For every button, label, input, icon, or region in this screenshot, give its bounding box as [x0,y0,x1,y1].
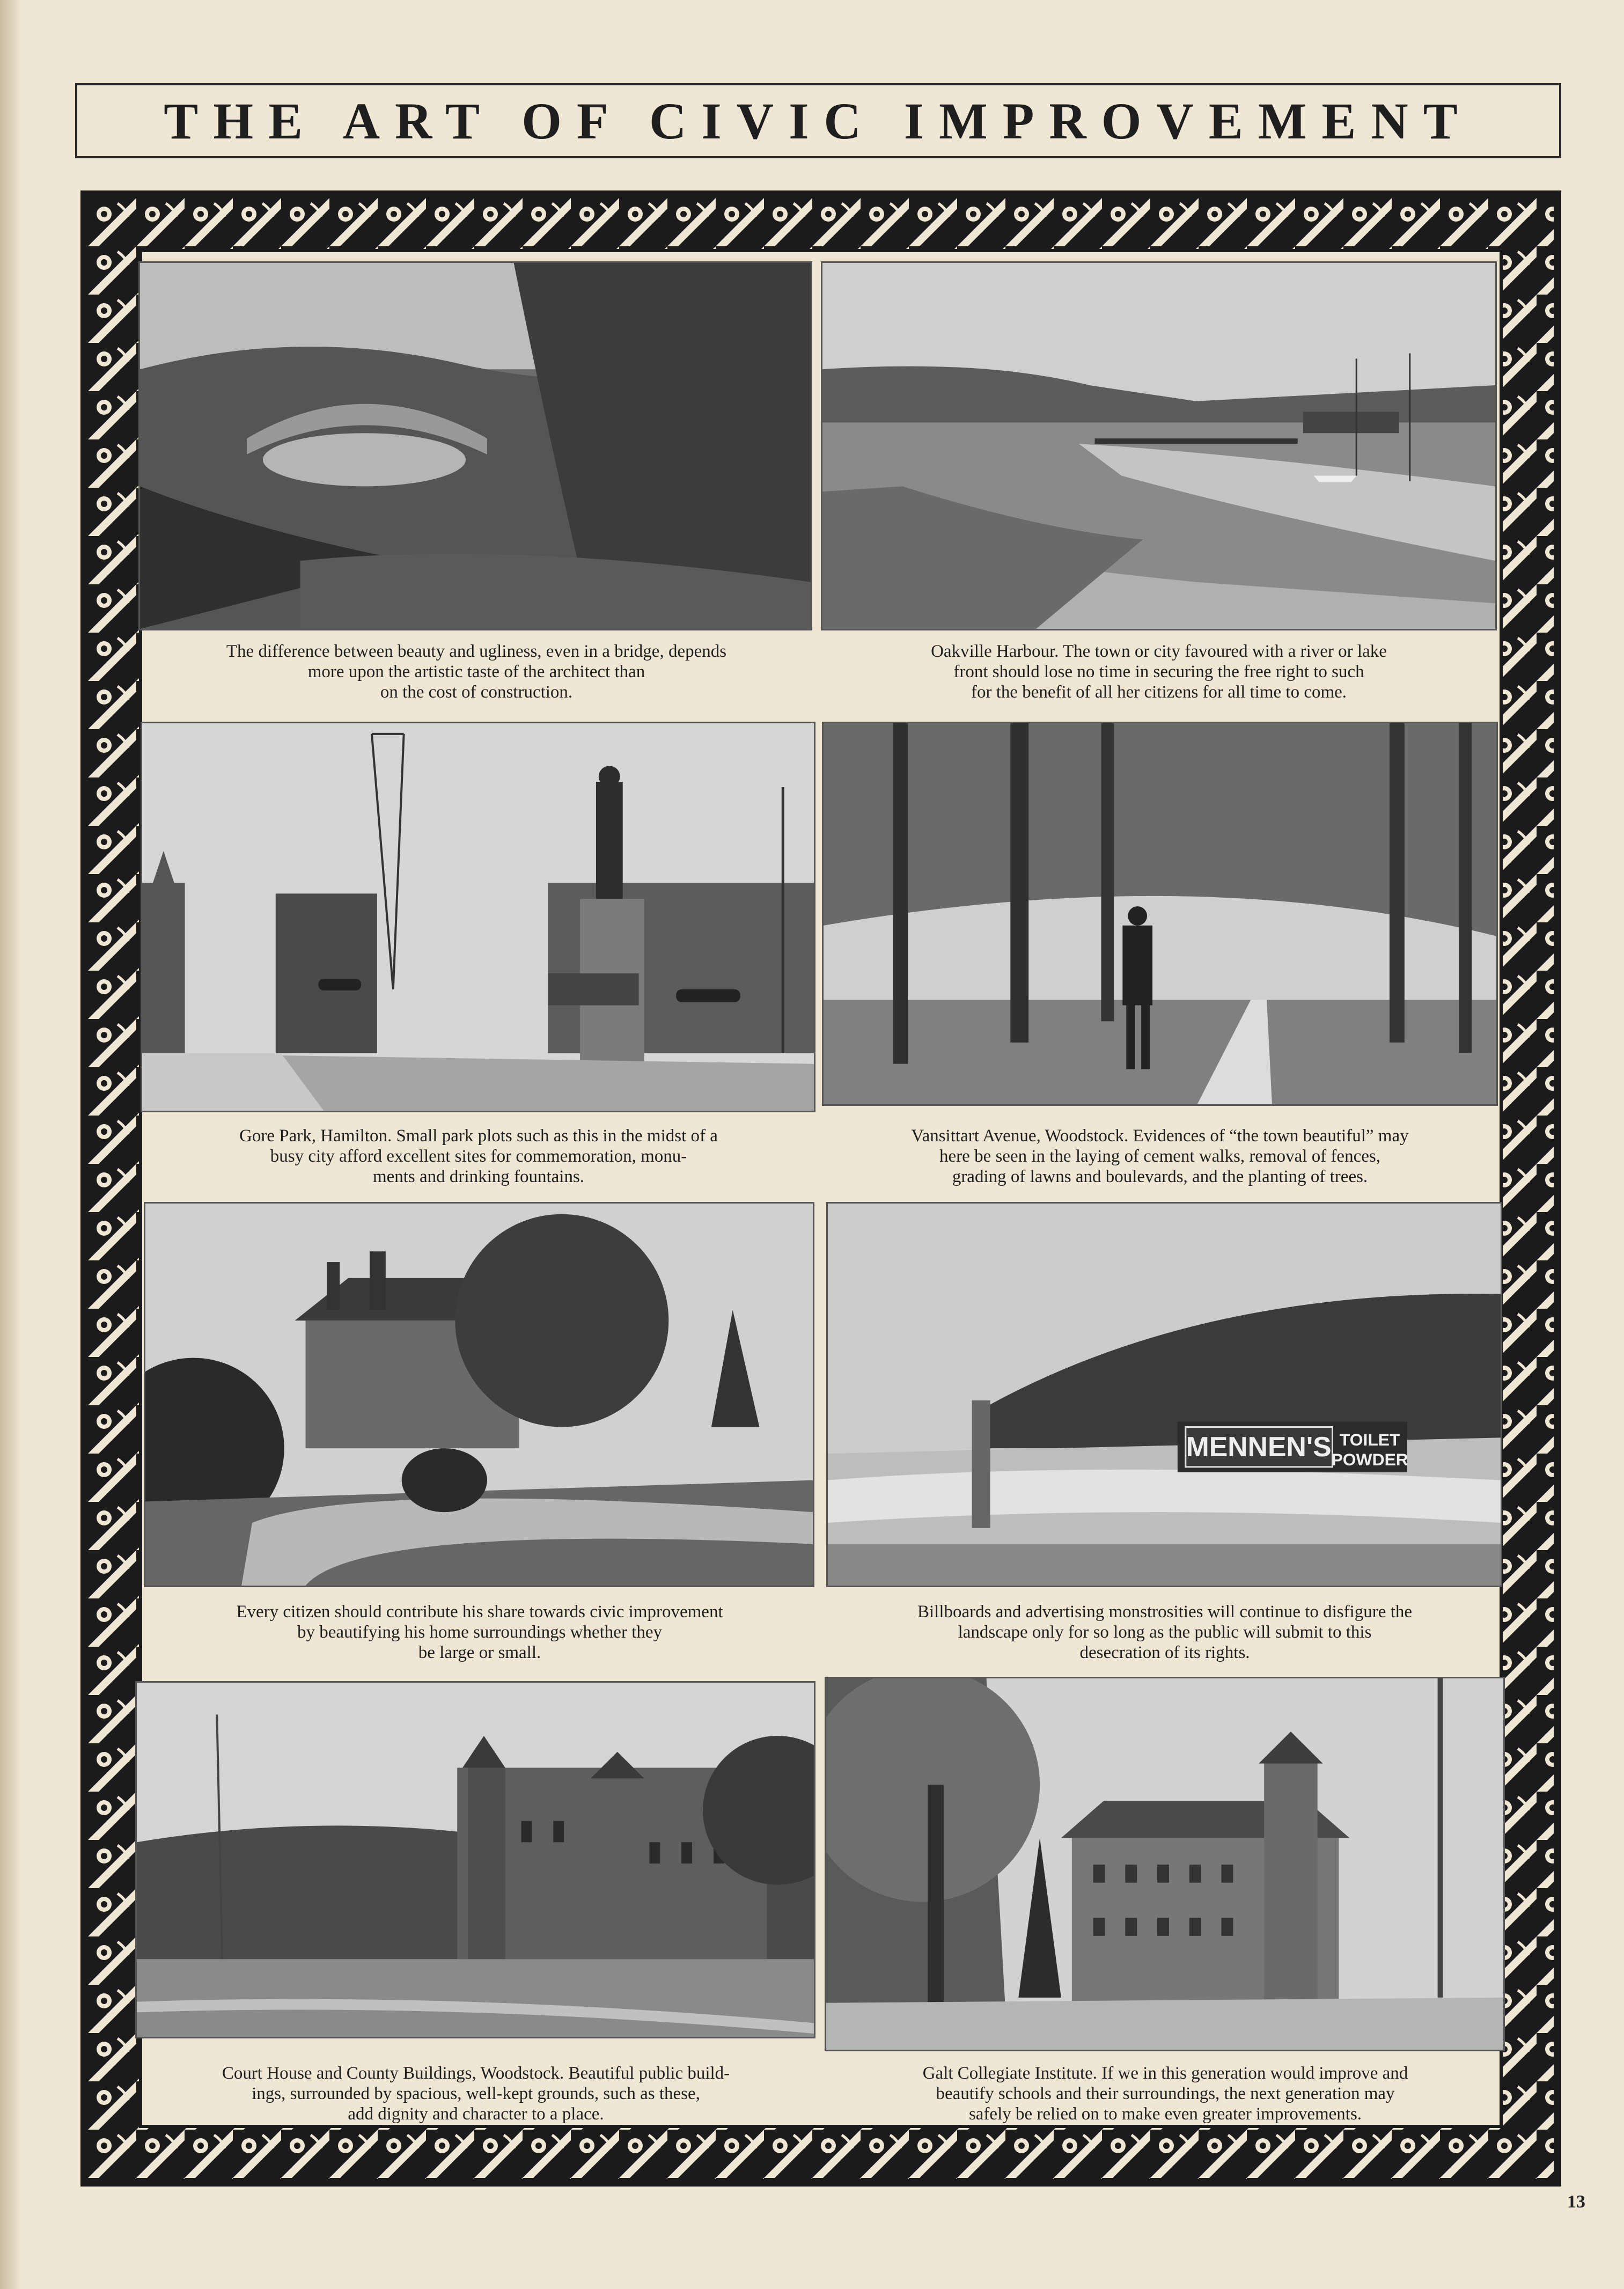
caption-stone-bridge [138,641,814,702]
billboard-word-top: TOILET [1339,1430,1400,1450]
caption-line: front should lose no time in securing the free right to such [953,662,1364,681]
stone-bridge-photo [138,261,812,630]
caption-line: Galt Collegiate Institute. If we in this generation would improve and [922,2064,1408,2083]
billboard-word-bottom: POWDER [1331,1449,1408,1469]
caption-line: Vansittart Avenue, Woodstock. Evidences of “the town beautiful” may [911,1126,1409,1146]
caption-line: here be seen in the laying of cement walks, removal of fences, [939,1147,1380,1166]
caption-line: busy city afford excellent sites for commemoration, monu- [270,1147,687,1166]
house-grounds-photo [144,1202,814,1587]
caption-line: ments and drinking fountains. [372,1167,585,1186]
caption-line: grading of lawns and boulevards, and the planting of trees. [952,1167,1368,1186]
tree-avenue-photo [822,722,1498,1106]
caption-house-grounds [144,1602,815,1663]
caption-collegiate [825,2063,1506,2124]
page-number: 13 [1567,2192,1585,2212]
page-binding-edge [0,0,21,2289]
caption-line: ings, surrounded by spacious, well-kept grounds, such as these, [252,2084,700,2103]
caption-billboard [826,1602,1503,1663]
billboard-photo [826,1202,1502,1587]
caption-line: more upon the artistic taste of the architect than [307,662,645,681]
caption-line: add dignity and character to a place. [348,2104,604,2124]
caption-line: Oakville Harbour. The town or city favoured with a river or lake [931,642,1387,661]
caption-harbour [821,641,1497,702]
caption-line: Billboards and advertising monstrosities will continue to disfigure the [917,1602,1413,1622]
harbour-photo [821,261,1497,630]
caption-line: The difference between beauty and ugliness, even in a bridge, depends [226,642,727,661]
caption-line: safely be relied on to make even greater improvements. [968,2104,1362,2124]
collegiate-photo [825,1677,1505,2051]
caption-line: Every citizen should contribute his share towards civic improvement [236,1602,723,1622]
caption-tree-avenue [822,1126,1498,1187]
page-title: THE ART OF CIVIC IMPROVEMENT [164,92,1473,150]
caption-line: on the cost of construction. [380,683,573,702]
caption-line: landscape only for so long as the public will submit to this [958,1623,1372,1642]
caption-line: Gore Park, Hamilton. Small park plots such as this in the midst of a [239,1126,718,1146]
billboard-brand: MENNEN'S [1186,1431,1332,1463]
page-title-box [75,83,1561,158]
caption-park-statue [141,1126,817,1187]
caption-line: be large or small. [418,1643,541,1662]
park-statue-photo [141,722,815,1112]
caption-line: by beautifying his home surroundings whether they [297,1623,663,1642]
caption-line: desecration of its rights. [1079,1643,1250,1662]
court-house-photo [135,1681,815,2038]
caption-line: Court House and County Buildings, Woodstock. Beautiful public build- [222,2064,730,2083]
caption-court-house [135,2063,817,2124]
caption-line: beautify schools and their surroundings, the next generation may [936,2084,1395,2103]
caption-line: for the benefit of all her citizens for all time to come. [971,683,1347,702]
